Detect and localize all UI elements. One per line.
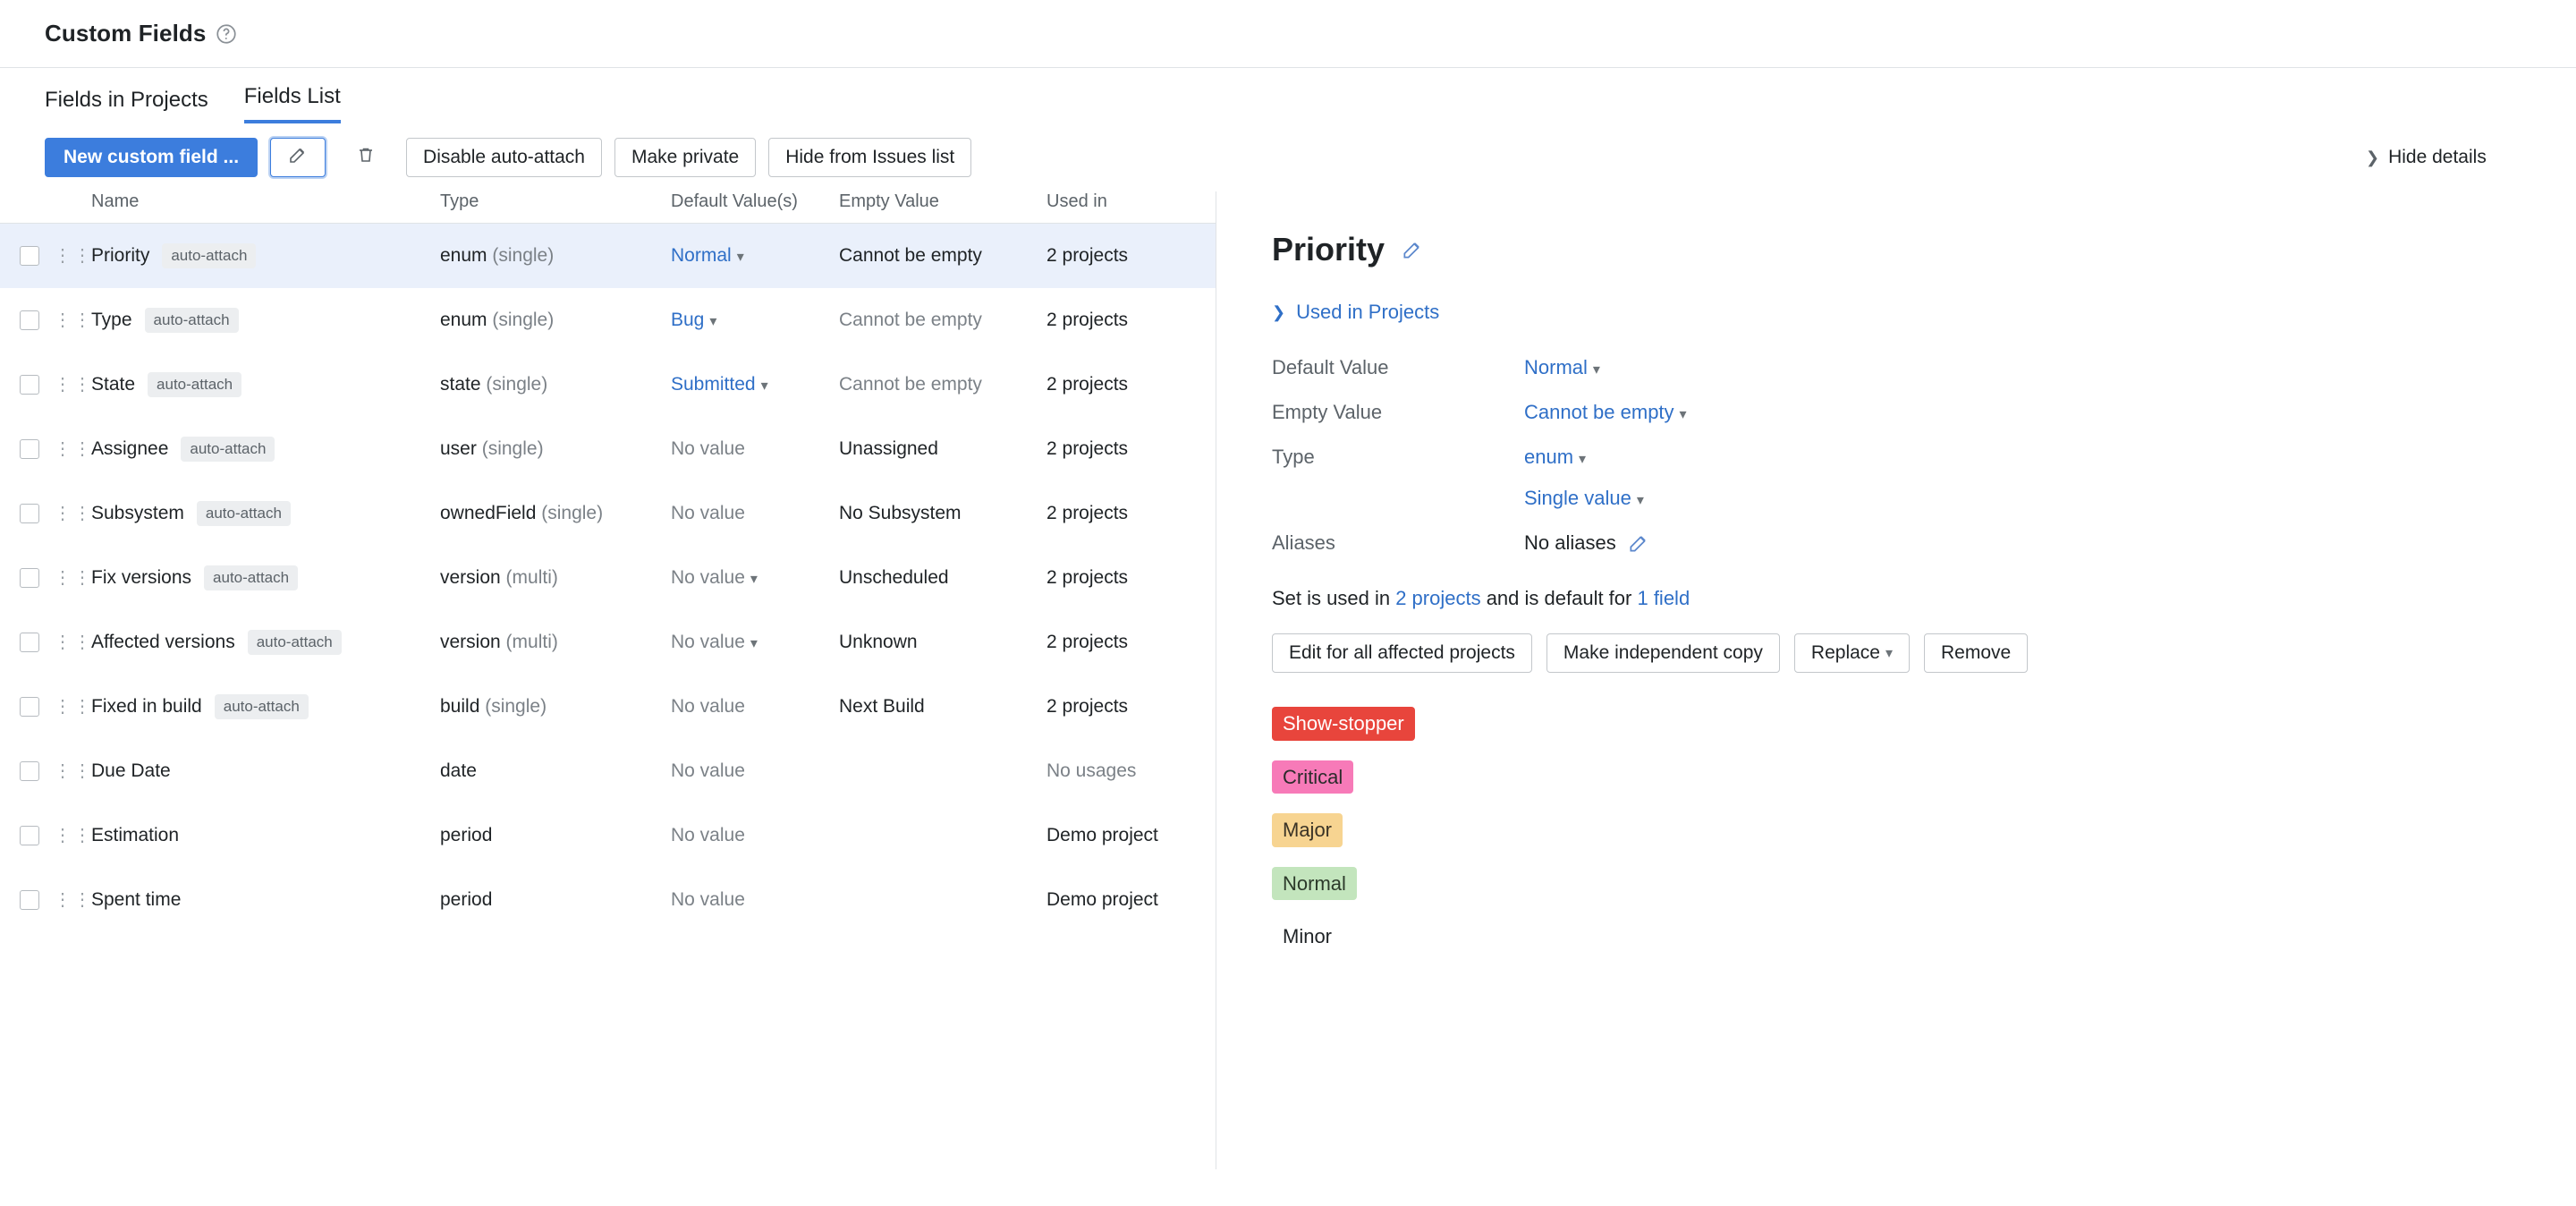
field-used-in: Demo project	[1046, 824, 1158, 845]
chevron-right-icon: ❯	[1272, 302, 1286, 321]
row-drag-cell	[54, 868, 91, 932]
row-used-in-cell	[1046, 224, 1216, 288]
field-name: Fixed in build	[91, 695, 202, 717]
field-value-chip[interactable]: Show-stopper	[1272, 707, 1415, 741]
make-private-button[interactable]: Make private	[614, 138, 756, 177]
row-checkbox[interactable]	[20, 697, 39, 717]
field-type: build	[440, 695, 480, 717]
field-empty-value: Unknown	[839, 631, 918, 652]
row-empty-value-cell	[839, 546, 1046, 610]
default-value-select[interactable]	[1524, 356, 2522, 379]
column-used-in: Used in	[1046, 191, 1216, 224]
fields-table-body	[0, 224, 1216, 932]
field-default-value[interactable]: Normal	[671, 244, 732, 266]
field-name: Affected versions	[91, 631, 235, 652]
row-drag-cell	[54, 288, 91, 352]
row-default-value-cell[interactable]	[671, 224, 839, 288]
detail-title: Priority	[1272, 231, 1385, 268]
row-type-cell	[440, 868, 671, 932]
column-type: Type	[440, 191, 671, 224]
column-select	[0, 191, 54, 224]
row-checkbox-cell	[0, 546, 54, 610]
field-used-in: 2 projects	[1046, 373, 1129, 395]
chevron-down-icon: ▾	[1636, 493, 1644, 508]
field-default-value: No value	[671, 566, 745, 588]
field-type-cardinality: (single)	[486, 373, 548, 395]
field-empty-value: Cannot be empty	[839, 244, 982, 266]
field-used-in: 2 projects	[1046, 566, 1129, 588]
row-name-cell	[91, 352, 440, 417]
row-empty-value-cell	[839, 224, 1046, 288]
fields-table	[0, 191, 1216, 932]
field-used-in: 2 projects	[1046, 437, 1129, 459]
usage-prefix: Set is used in	[1272, 587, 1396, 609]
pencil-icon[interactable]	[1627, 531, 1650, 555]
row-checkbox[interactable]	[20, 375, 39, 395]
chevron-down-icon: ▾	[760, 378, 768, 394]
row-used-in-cell	[1046, 675, 1216, 739]
row-drag-cell	[54, 546, 91, 610]
field-type: enum	[440, 309, 487, 330]
type-label: Type	[1272, 446, 1315, 468]
new-custom-field-button[interactable]: New custom field ...	[45, 138, 258, 177]
table-row[interactable]	[0, 675, 1216, 739]
drag-handle-icon[interactable]: ⋮⋮	[54, 696, 93, 717]
drag-handle-icon[interactable]: ⋮⋮	[54, 889, 93, 910]
row-drag-cell	[54, 481, 91, 546]
chevron-down-icon: ▾	[1679, 407, 1687, 422]
tab-fields-list[interactable]: Fields List	[244, 84, 341, 123]
drag-handle-icon[interactable]: ⋮⋮	[54, 632, 93, 652]
row-drag-cell	[54, 610, 91, 675]
column-name: Name	[91, 191, 440, 224]
table-row[interactable]	[0, 803, 1216, 868]
empty-value-label: Empty Value	[1272, 401, 1383, 423]
field-name: Subsystem	[91, 502, 184, 523]
row-checkbox-cell	[0, 610, 54, 675]
field-type: version	[440, 631, 501, 652]
chevron-down-icon: ▾	[709, 313, 717, 329]
row-drag-cell	[54, 803, 91, 868]
row-type-cell	[440, 739, 671, 803]
table-row[interactable]	[0, 868, 1216, 932]
used-in-projects-toggle[interactable]	[1272, 301, 2522, 324]
field-used-in: No usages	[1046, 760, 1137, 781]
field-name: Fix versions	[91, 566, 192, 588]
chevron-down-icon: ▾	[1592, 362, 1600, 378]
drag-handle-icon[interactable]: ⋮⋮	[54, 503, 93, 523]
field-properties	[1272, 356, 2522, 555]
row-checkbox-cell	[0, 288, 54, 352]
row-checkbox[interactable]	[20, 761, 39, 781]
column-empty-value: Empty Value	[839, 191, 1046, 224]
row-checkbox[interactable]	[20, 310, 39, 330]
tab-fields-in-projects[interactable]: Fields in Projects	[45, 88, 208, 112]
usage-summary	[1272, 587, 2522, 610]
row-checkbox-cell	[0, 803, 54, 868]
field-default-value[interactable]: Submitted	[671, 373, 756, 395]
field-type-cardinality: (single)	[481, 437, 544, 459]
empty-value-text: Cannot be empty	[1524, 401, 1674, 423]
usage-projects-link[interactable]: 2 projects	[1395, 587, 1481, 609]
detail-actions	[1272, 633, 2522, 673]
auto-attach-badge: auto-attach	[181, 437, 275, 462]
row-checkbox[interactable]	[20, 439, 39, 459]
field-used-in: 2 projects	[1046, 695, 1129, 717]
edit-for-all-affected-projects-button[interactable]: Edit for all affected projects	[1272, 633, 1532, 673]
row-default-value-cell	[671, 417, 839, 481]
default-value-label: Default Value	[1272, 356, 1389, 378]
field-default-value: No value	[671, 760, 745, 781]
row-name-cell	[91, 610, 440, 675]
table-row[interactable]	[0, 224, 1216, 288]
row-empty-value-cell	[839, 352, 1046, 417]
replace-button[interactable]	[1794, 633, 1910, 673]
aliases-value-group	[1524, 531, 2522, 555]
row-checkbox[interactable]	[20, 890, 39, 910]
row-type-cell	[440, 352, 671, 417]
table-row[interactable]	[0, 352, 1216, 417]
drag-handle-icon[interactable]: ⋮⋮	[54, 825, 93, 845]
field-type-cardinality: (multi)	[505, 566, 558, 588]
row-empty-value-cell	[839, 868, 1046, 932]
row-default-value-cell	[671, 610, 839, 675]
row-used-in-cell	[1046, 610, 1216, 675]
row-checkbox-cell	[0, 481, 54, 546]
row-checkbox-cell	[0, 417, 54, 481]
row-empty-value-cell	[839, 481, 1046, 546]
page-title: Custom Fields	[45, 20, 207, 47]
cardinality-select[interactable]	[1524, 487, 2522, 510]
row-name-cell	[91, 675, 440, 739]
type-value-group	[1524, 446, 2522, 510]
make-independent-copy-button[interactable]: Make independent copy	[1546, 633, 1780, 673]
row-name-cell	[91, 739, 440, 803]
drag-handle-icon[interactable]: ⋮⋮	[54, 245, 93, 266]
row-drag-cell	[54, 675, 91, 739]
column-default-values: Default Value(s)	[671, 191, 839, 224]
row-empty-value-cell	[839, 739, 1046, 803]
tabs	[0, 68, 2576, 123]
remove-button[interactable]: Remove	[1924, 633, 2028, 673]
field-value-row	[1272, 760, 2522, 814]
auto-attach-badge: auto-attach	[197, 501, 291, 526]
field-used-in: 2 projects	[1046, 244, 1129, 266]
row-used-in-cell	[1046, 417, 1216, 481]
drag-handle-icon[interactable]: ⋮⋮	[54, 310, 93, 330]
row-name-cell	[91, 224, 440, 288]
hide-from-issues-list-button[interactable]: Hide from Issues list	[768, 138, 971, 177]
row-empty-value-cell	[839, 417, 1046, 481]
row-name-cell	[91, 288, 440, 352]
pencil-icon	[287, 144, 309, 171]
field-name: Priority	[91, 244, 150, 266]
chevron-down-icon: ▾	[1579, 452, 1587, 467]
row-drag-cell	[54, 352, 91, 417]
row-used-in-cell	[1046, 288, 1216, 352]
used-in-projects-label: Used in Projects	[1296, 301, 1440, 323]
auto-attach-badge: auto-attach	[248, 630, 342, 655]
empty-value-select[interactable]	[1524, 401, 2522, 424]
row-default-value-cell	[671, 546, 839, 610]
row-empty-value-cell	[839, 610, 1046, 675]
chevron-down-icon: ▾	[750, 635, 758, 651]
row-type-cell	[440, 288, 671, 352]
aliases-text: No aliases	[1524, 531, 1616, 554]
row-name-cell	[91, 417, 440, 481]
drag-handle-icon[interactable]: ⋮⋮	[54, 567, 93, 588]
field-name: Type	[91, 309, 132, 330]
field-type: ownedField	[440, 502, 537, 523]
field-default-value: No value	[671, 695, 745, 717]
row-name-cell	[91, 546, 440, 610]
row-checkbox[interactable]	[20, 504, 39, 523]
row-used-in-cell	[1046, 803, 1216, 868]
field-name: Spent time	[91, 888, 182, 910]
field-used-in: 2 projects	[1046, 631, 1129, 652]
usage-middle: and is default for	[1480, 587, 1638, 609]
field-empty-value: Next Build	[839, 695, 925, 717]
field-type-cardinality: (single)	[541, 502, 604, 523]
field-type-cardinality: (multi)	[505, 631, 558, 652]
replace-label: Replace	[1810, 642, 1880, 663]
field-default-value: No value	[671, 631, 745, 652]
chevron-down-icon: ▾	[750, 571, 758, 587]
pencil-icon[interactable]	[1401, 238, 1424, 261]
row-drag-cell	[54, 417, 91, 481]
table-row[interactable]	[0, 481, 1216, 546]
field-value-row	[1272, 707, 2522, 760]
row-checkbox-cell	[0, 675, 54, 739]
row-used-in-cell	[1046, 352, 1216, 417]
row-checkbox[interactable]	[20, 246, 39, 266]
field-default-value: No value	[671, 502, 745, 523]
row-drag-cell	[54, 739, 91, 803]
auto-attach-badge: auto-attach	[204, 565, 298, 590]
field-type-cardinality: (single)	[492, 309, 555, 330]
drag-handle-icon[interactable]: ⋮⋮	[54, 438, 93, 459]
row-checkbox[interactable]	[20, 568, 39, 588]
field-empty-value: Unassigned	[839, 437, 938, 459]
row-default-value-cell	[671, 803, 839, 868]
field-name: Due Date	[91, 760, 171, 781]
chevron-right-icon: ❯	[2366, 148, 2380, 166]
row-type-cell	[440, 224, 671, 288]
content-split	[0, 191, 2576, 1169]
row-used-in-cell	[1046, 546, 1216, 610]
row-default-value-cell	[671, 868, 839, 932]
help-circle-icon[interactable]	[215, 22, 238, 46]
type-text: enum	[1524, 446, 1574, 468]
hide-details-button[interactable]	[2352, 138, 2500, 177]
table-row[interactable]	[0, 610, 1216, 675]
drag-handle-icon[interactable]: ⋮⋮	[54, 760, 93, 781]
row-used-in-cell	[1046, 868, 1216, 932]
field-empty-value: Cannot be empty	[839, 373, 982, 395]
row-used-in-cell	[1046, 739, 1216, 803]
field-default-value: No value	[671, 824, 745, 845]
field-used-in: 2 projects	[1046, 309, 1129, 330]
row-type-cell	[440, 417, 671, 481]
field-default-value: No value	[671, 437, 745, 459]
disable-auto-attach-button[interactable]: Disable auto-attach	[406, 138, 602, 177]
page-header	[0, 0, 2576, 68]
auto-attach-badge: auto-attach	[145, 308, 239, 333]
row-checkbox[interactable]	[20, 826, 39, 845]
row-drag-cell	[54, 224, 91, 288]
aliases-label: Aliases	[1272, 531, 1335, 554]
detail-title-row	[1272, 231, 2522, 268]
field-type: date	[440, 760, 477, 781]
toolbar	[0, 123, 2576, 191]
row-empty-value-cell	[839, 803, 1046, 868]
table-row[interactable]	[0, 288, 1216, 352]
auto-attach-badge: auto-attach	[162, 243, 256, 268]
auto-attach-badge: auto-attach	[148, 372, 242, 397]
field-type: enum	[440, 244, 487, 266]
row-type-cell	[440, 546, 671, 610]
row-checkbox-cell	[0, 224, 54, 288]
field-empty-value: No Subsystem	[839, 502, 962, 523]
field-type: period	[440, 824, 493, 845]
field-value-row	[1272, 813, 2522, 867]
field-default-value: No value	[671, 888, 745, 910]
field-values-list	[1272, 707, 2522, 973]
field-empty-value: Unscheduled	[839, 566, 949, 588]
field-type: user	[440, 437, 477, 459]
field-type-cardinality: (single)	[492, 244, 555, 266]
default-value-text: Normal	[1524, 356, 1588, 378]
field-default-value[interactable]: Bug	[671, 309, 705, 330]
row-checkbox-cell	[0, 352, 54, 417]
type-select[interactable]	[1524, 446, 2522, 469]
row-type-cell	[440, 675, 671, 739]
hide-details-label: Hide details	[2388, 147, 2487, 167]
row-checkbox-cell	[0, 739, 54, 803]
field-value-chip[interactable]: Critical	[1272, 760, 1353, 794]
field-type: state	[440, 373, 481, 395]
row-empty-value-cell	[839, 675, 1046, 739]
fields-list-pane	[0, 191, 1216, 1169]
row-default-value-cell	[671, 481, 839, 546]
table-row[interactable]	[0, 417, 1216, 481]
row-type-cell	[440, 803, 671, 868]
column-drag	[54, 191, 91, 224]
row-type-cell	[440, 610, 671, 675]
table-row[interactable]	[0, 546, 1216, 610]
field-used-in: 2 projects	[1046, 502, 1129, 523]
row-name-cell	[91, 481, 440, 546]
field-value-chip[interactable]: Minor	[1283, 925, 1333, 947]
field-type: period	[440, 888, 493, 910]
cardinality-text: Single value	[1524, 487, 1631, 509]
field-used-in: Demo project	[1046, 888, 1158, 910]
row-type-cell	[440, 481, 671, 546]
field-name: Assignee	[91, 437, 169, 459]
field-value-chip[interactable]: Major	[1272, 813, 1343, 847]
table-header-row	[0, 191, 1216, 224]
drag-handle-icon[interactable]: ⋮⋮	[54, 374, 93, 395]
row-used-in-cell	[1046, 481, 1216, 546]
field-name: Estimation	[91, 824, 180, 845]
row-name-cell	[91, 803, 440, 868]
row-default-value-cell	[671, 739, 839, 803]
field-type: version	[440, 566, 501, 588]
row-checkbox-cell	[0, 868, 54, 932]
field-detail-pane	[1216, 191, 2576, 1169]
row-empty-value-cell	[839, 288, 1046, 352]
field-value-row	[1272, 867, 2522, 921]
chevron-down-icon: ▾	[736, 249, 744, 265]
edit-field-button[interactable]	[270, 138, 326, 177]
chevron-down-icon: ▾	[1885, 646, 1894, 661]
field-name: State	[91, 373, 136, 395]
row-default-value-cell[interactable]	[671, 352, 839, 417]
delete-field-button[interactable]	[338, 138, 394, 177]
row-checkbox[interactable]	[20, 633, 39, 652]
field-value-row	[1272, 920, 2522, 973]
field-value-chip[interactable]: Normal	[1272, 867, 1357, 901]
auto-attach-badge: auto-attach	[215, 694, 309, 719]
row-name-cell	[91, 868, 440, 932]
row-default-value-cell[interactable]	[671, 288, 839, 352]
row-default-value-cell	[671, 675, 839, 739]
table-row[interactable]	[0, 739, 1216, 803]
field-type-cardinality: (single)	[485, 695, 547, 717]
usage-field-link[interactable]: 1 field	[1637, 587, 1690, 609]
field-empty-value: Cannot be empty	[839, 309, 982, 330]
trash-icon	[355, 144, 377, 171]
